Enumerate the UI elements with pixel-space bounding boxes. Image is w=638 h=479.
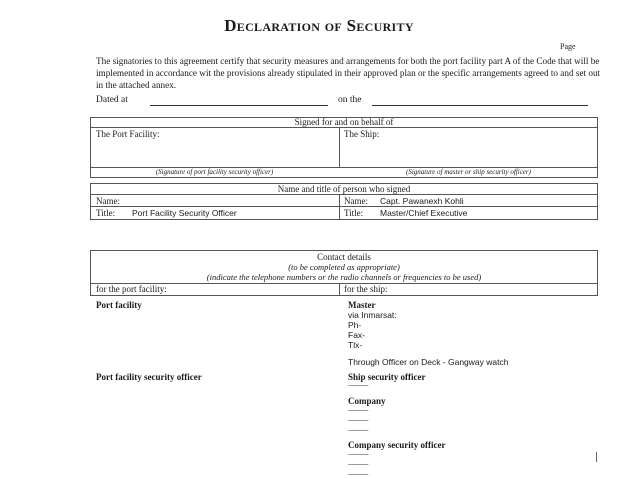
ship-signature-label: The Ship: [344, 129, 380, 139]
signed-header: Signed for and on behalf of [294, 117, 394, 127]
port-facility-signature-label: The Port Facility: [96, 129, 160, 139]
gangway-watch-note: Through Officer on Deck - Gangway watch [348, 357, 509, 367]
left-title-value: Port Facility Security Officer [132, 208, 237, 218]
master-heading: Master [348, 300, 376, 310]
contact-subheader-2: (indicate the telephone numbers or the radio channels or frequencies to be used) [206, 272, 482, 282]
right-name-value: Capt. Pawanexh Kohli [380, 196, 464, 206]
via-inmarsat: via Inmarsat: [348, 310, 397, 320]
company-dash-2: ----------- [348, 416, 369, 424]
port-column-label: for the port facility: [96, 284, 167, 294]
phone-label: Ph- [348, 320, 362, 330]
port-signature-caption: (Signature of port facility security officer) [155, 168, 274, 176]
contact-subheader-1: (to be completed as appropriate) [288, 262, 400, 272]
on-the-line [372, 105, 588, 106]
port-facility-heading: Port facility [96, 300, 142, 310]
right-title-value: Master/Chief Executive [380, 208, 468, 218]
names-column-divider [339, 194, 340, 220]
left-title-label: Title: [96, 208, 116, 218]
intro-paragraph: The signatories to this agreement certify that security measures and arrangements for both the port facility part A of the Code that will be implemented in accordance wit the provisions already stipulated in their approved plan or the specific arrangements agreed to and set out in the attached annex. [96, 56, 601, 90]
contact-column-divider [339, 283, 340, 296]
dated-at-line [150, 105, 328, 106]
names-row-divider [90, 206, 598, 207]
sso-dash: ----------- [348, 381, 369, 389]
document-title: Declaration of Security [224, 16, 414, 35]
on-the-label: on the [338, 95, 362, 105]
company-heading: Company [348, 396, 386, 406]
fax-label: Fax- [348, 330, 365, 340]
dated-at-label: Dated at [96, 95, 128, 105]
company-dash-1: ----------- [348, 406, 369, 414]
signed-column-divider [339, 127, 340, 167]
right-name-label: Name: [344, 196, 368, 206]
sso-heading: Ship security officer [348, 372, 426, 382]
names-header: Name and title of person who signed [277, 184, 411, 194]
cso-dash-1: ----------- [348, 450, 369, 458]
page-label: Page [560, 42, 576, 51]
cso-dash-3: ----------- [348, 470, 369, 478]
ship-signature-caption: (Signature of master or ship security officer) [406, 168, 531, 176]
company-dash-3: ----------- [348, 426, 369, 434]
right-title-label: Title: [344, 208, 364, 218]
signed-header-divider [90, 127, 598, 128]
cso-dash-2: ----------- [348, 460, 369, 468]
margin-mark [596, 452, 597, 462]
pfso-heading: Port facility security officer [96, 372, 202, 382]
telex-label: Tlx- [348, 340, 363, 350]
names-header-divider [90, 194, 598, 195]
left-name-label: Name: [96, 196, 120, 206]
ship-column-label: for the ship: [344, 284, 388, 294]
cso-heading: Company security officer [348, 440, 446, 450]
contact-header: Contact details [317, 252, 371, 262]
